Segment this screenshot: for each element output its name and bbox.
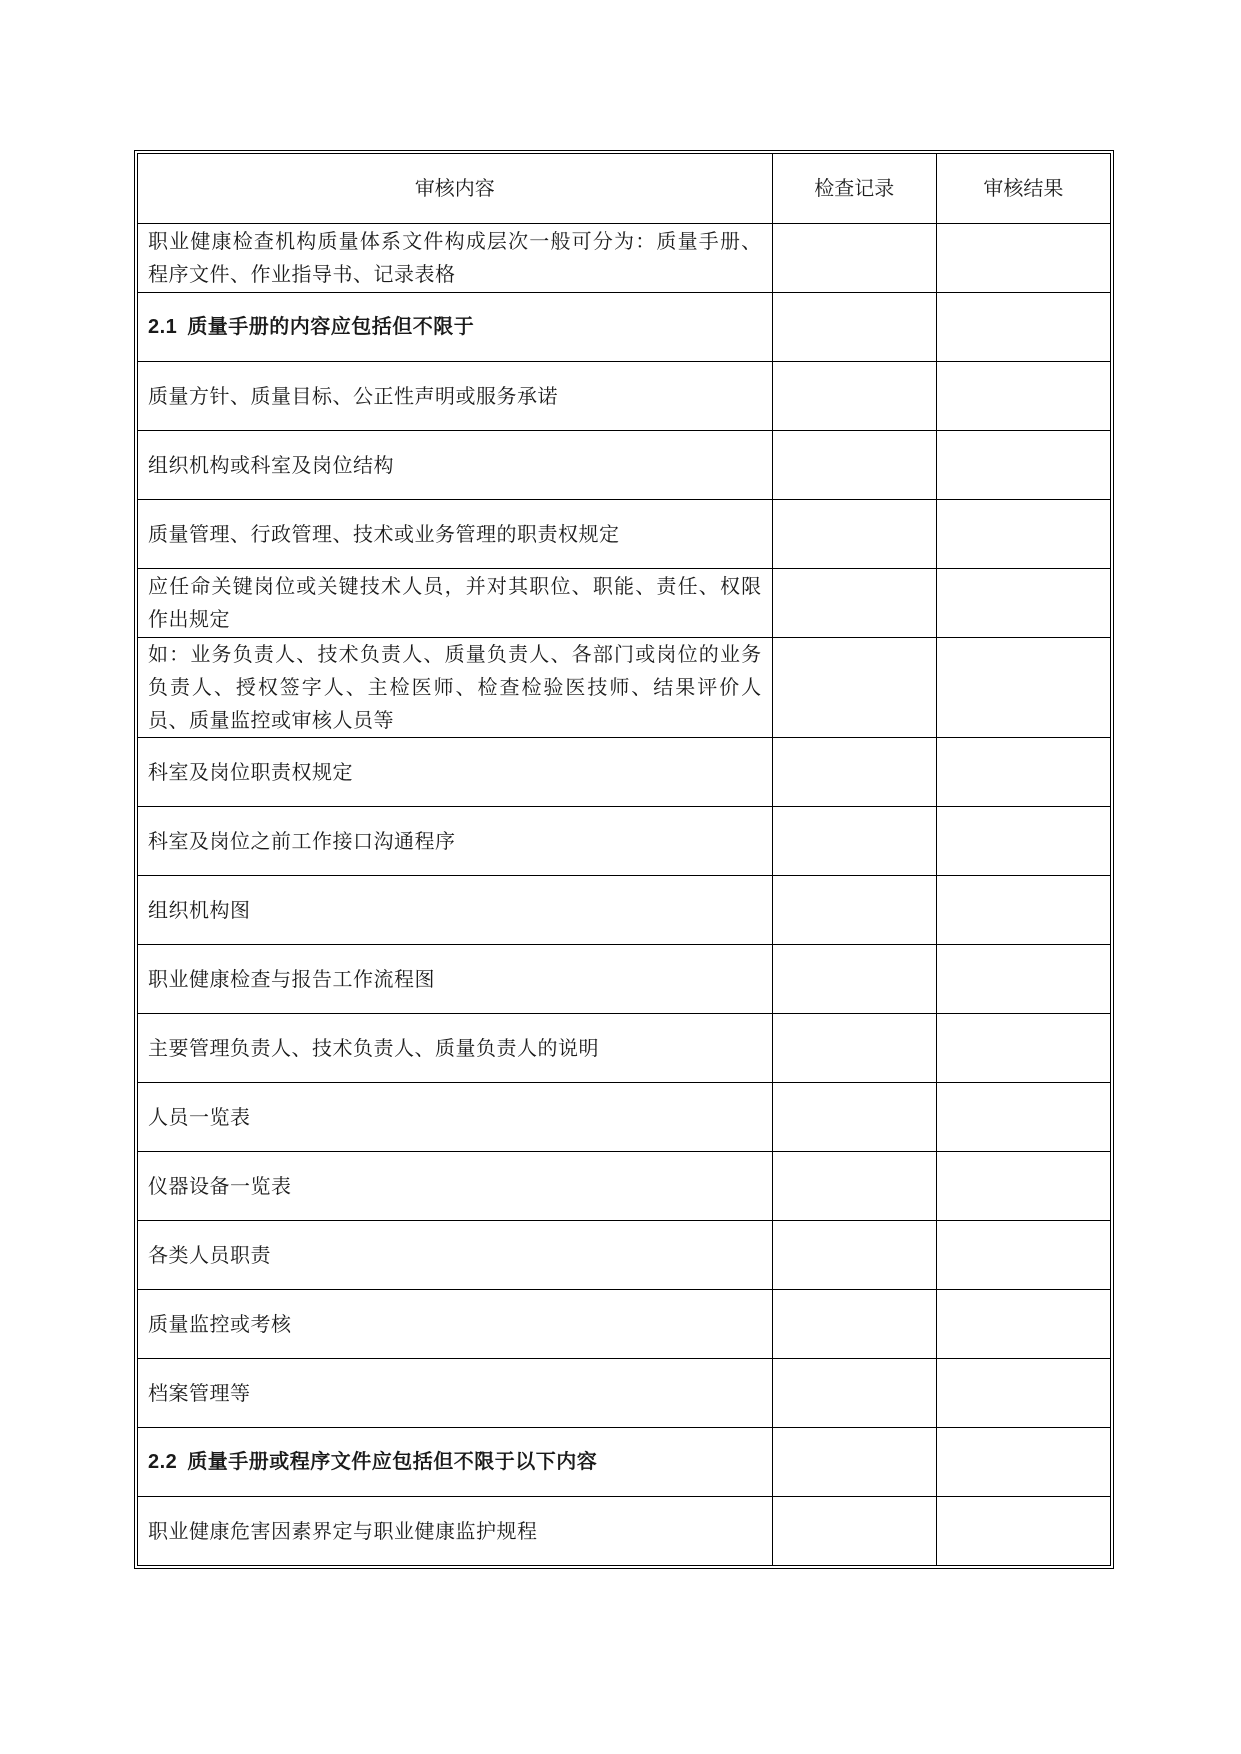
- table-row: [138, 638, 1111, 738]
- audit-content-text: 职业健康危害因素界定与职业健康监护规程: [148, 1518, 538, 1543]
- inspection-record-cell[interactable]: [772, 500, 936, 569]
- audit-content-cell: [138, 569, 773, 638]
- audit-content-cell: [138, 1359, 773, 1428]
- audit-result-cell[interactable]: [936, 1497, 1110, 1566]
- section-number: 2.2: [148, 1450, 178, 1473]
- table-row: [138, 945, 1111, 1014]
- audit-content-text: 各类人员职责: [148, 1242, 271, 1267]
- audit-content-cell: [138, 224, 773, 293]
- table-row: [138, 1428, 1111, 1497]
- audit-content-text: 质量监控或考核: [148, 1311, 292, 1336]
- audit-result-cell[interactable]: [936, 1290, 1110, 1359]
- audit-result-cell[interactable]: [936, 807, 1110, 876]
- inspection-record-cell[interactable]: [772, 1014, 936, 1083]
- audit-result-cell[interactable]: [936, 1014, 1110, 1083]
- audit-result-cell[interactable]: [936, 431, 1110, 500]
- audit-content-text: 如：业务负责人、技术负责人、质量负责人、各部门或岗位的业务负责人、授权签字人、主检医师、检查检验医技师、结果评价人员、质量监控或审核人员等: [148, 642, 762, 732]
- inspection-record-cell[interactable]: [772, 1359, 936, 1428]
- inspection-record-cell[interactable]: [772, 1221, 936, 1290]
- audit-result-cell[interactable]: [936, 293, 1110, 362]
- audit-result-cell[interactable]: [936, 1428, 1110, 1497]
- section-heading-cell: [138, 1428, 773, 1497]
- audit-content-text: 职业健康检查机构质量体系文件构成层次一般可分为：质量手册、程序文件、作业指导书、记录表格: [148, 229, 762, 286]
- table-row: [138, 569, 1111, 638]
- audit-content-text: 应任命关键岗位或关键技术人员，并对其职位、职能、责任、权限作出规定: [148, 574, 762, 631]
- table-row: [138, 1014, 1111, 1083]
- inspection-record-cell[interactable]: [772, 1497, 936, 1566]
- audit-content-text: 科室及岗位职责权规定: [148, 759, 353, 784]
- audit-result-cell[interactable]: [936, 1359, 1110, 1428]
- audit-content-text: 人员一览表: [148, 1104, 251, 1129]
- audit-content-text: 科室及岗位之前工作接口沟通程序: [148, 828, 456, 853]
- audit-content-text: 组织机构图: [148, 897, 251, 922]
- header-inspection-record: 检查记录: [772, 154, 936, 224]
- audit-table: [137, 153, 1111, 1566]
- header-audit-result: 审核结果: [936, 154, 1110, 224]
- audit-content-cell: [138, 362, 773, 431]
- table-row: [138, 1083, 1111, 1152]
- inspection-record-cell[interactable]: [772, 807, 936, 876]
- audit-result-cell[interactable]: [936, 738, 1110, 807]
- inspection-record-cell[interactable]: [772, 362, 936, 431]
- audit-table-frame: [134, 150, 1114, 1569]
- inspection-record-cell[interactable]: [772, 569, 936, 638]
- audit-content-text: 组织机构或科室及岗位结构: [148, 452, 394, 477]
- table-row: [138, 500, 1111, 569]
- audit-content-cell: [138, 1497, 773, 1566]
- audit-result-cell[interactable]: [936, 638, 1110, 738]
- audit-content-cell: [138, 1221, 773, 1290]
- audit-content-text: 质量管理、行政管理、技术或业务管理的职责权规定: [148, 521, 620, 546]
- inspection-record-cell[interactable]: [772, 1428, 936, 1497]
- audit-content-cell: [138, 1290, 773, 1359]
- audit-result-cell[interactable]: [936, 569, 1110, 638]
- header-audit-content: 审核内容: [138, 154, 773, 224]
- audit-content-text: 主要管理负责人、技术负责人、质量负责人的说明: [148, 1035, 599, 1060]
- audit-result-cell[interactable]: [936, 1152, 1110, 1221]
- audit-content-cell: [138, 738, 773, 807]
- table-header-row: [138, 154, 1111, 224]
- audit-content-cell: [138, 1014, 773, 1083]
- audit-content-cell: [138, 1083, 773, 1152]
- audit-content-cell: [138, 1152, 773, 1221]
- section-number: 2.1: [148, 315, 178, 338]
- audit-content-text: 质量方针、质量目标、公正性声明或服务承诺: [148, 383, 558, 408]
- table-row: [138, 1290, 1111, 1359]
- audit-result-cell[interactable]: [936, 362, 1110, 431]
- inspection-record-cell[interactable]: [772, 738, 936, 807]
- inspection-record-cell[interactable]: [772, 431, 936, 500]
- table-row: [138, 1497, 1111, 1566]
- inspection-record-cell[interactable]: [772, 945, 936, 1014]
- section-heading-cell: [138, 293, 773, 362]
- inspection-record-cell[interactable]: [772, 293, 936, 362]
- inspection-record-cell[interactable]: [772, 876, 936, 945]
- table-row: [138, 362, 1111, 431]
- audit-content-text: 质量手册的内容应包括但不限于: [187, 315, 475, 338]
- audit-content-text: 质量手册或程序文件应包括但不限于以下内容: [187, 1450, 598, 1473]
- inspection-record-cell[interactable]: [772, 224, 936, 293]
- table-row: [138, 1221, 1111, 1290]
- audit-content-text: 档案管理等: [148, 1380, 251, 1405]
- audit-result-cell[interactable]: [936, 224, 1110, 293]
- audit-content-cell: [138, 945, 773, 1014]
- table-row: [138, 224, 1111, 293]
- table-row: [138, 1152, 1111, 1221]
- audit-content-cell: [138, 431, 773, 500]
- audit-result-cell[interactable]: [936, 1083, 1110, 1152]
- audit-content-cell: [138, 638, 773, 738]
- table-row: [138, 1359, 1111, 1428]
- audit-result-cell[interactable]: [936, 500, 1110, 569]
- inspection-record-cell[interactable]: [772, 638, 936, 738]
- audit-result-cell[interactable]: [936, 876, 1110, 945]
- table-row: [138, 807, 1111, 876]
- table-body: [138, 224, 1111, 1566]
- audit-content-cell: [138, 876, 773, 945]
- inspection-record-cell[interactable]: [772, 1290, 936, 1359]
- inspection-record-cell[interactable]: [772, 1152, 936, 1221]
- audit-content-text: 仪器设备一览表: [148, 1173, 292, 1198]
- inspection-record-cell[interactable]: [772, 1083, 936, 1152]
- table-row: [138, 876, 1111, 945]
- audit-result-cell[interactable]: [936, 1221, 1110, 1290]
- table-row: [138, 738, 1111, 807]
- audit-result-cell[interactable]: [936, 945, 1110, 1014]
- audit-content-text: 职业健康检查与报告工作流程图: [148, 966, 435, 991]
- table-row: [138, 431, 1111, 500]
- table-row: [138, 293, 1111, 362]
- audit-content-cell: [138, 500, 773, 569]
- audit-content-cell: [138, 807, 773, 876]
